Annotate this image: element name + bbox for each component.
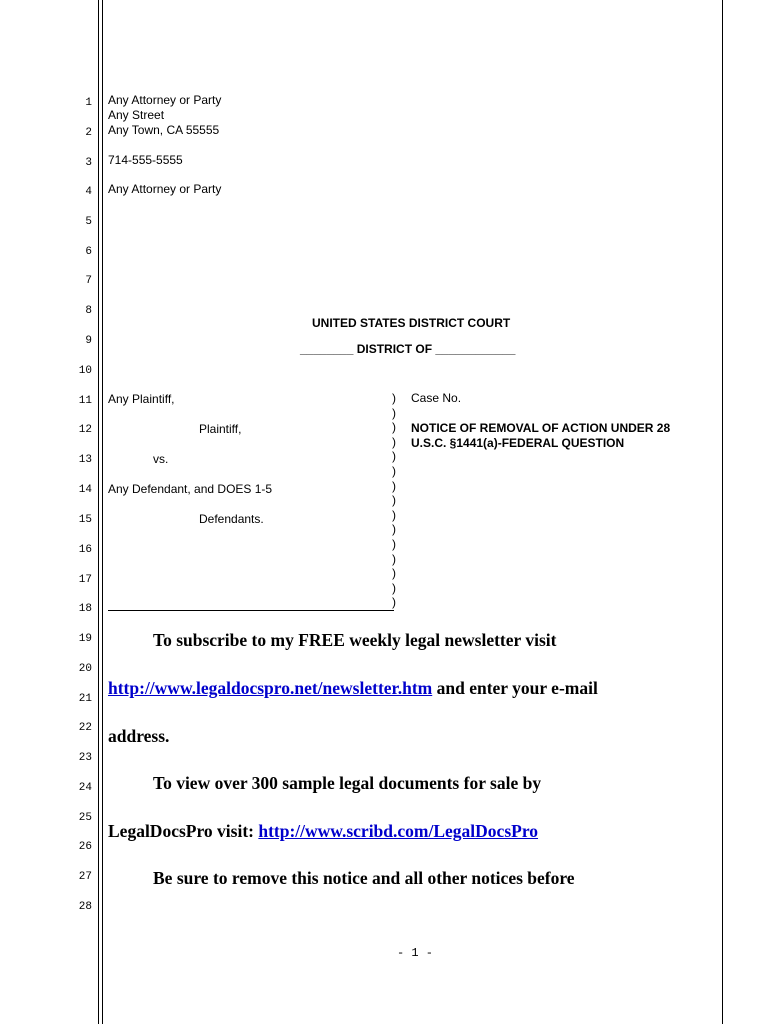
newsletter-address-text: address. [108, 726, 170, 746]
defendant-name: Any Defendant, and DOES 1-5 [108, 482, 273, 496]
left-margin-rule-inner [102, 0, 103, 1024]
line-number: 28 [78, 901, 92, 913]
page-number: - 1 - [396, 946, 433, 960]
line-number: 27 [78, 871, 92, 883]
line-number: 15 [78, 514, 92, 526]
caption-paren: ) [392, 580, 396, 595]
caption-paren: ) [392, 478, 396, 493]
line-number: 14 [78, 484, 92, 496]
caption-paren: ) [392, 507, 396, 522]
line-number: 26 [78, 841, 92, 853]
line-number: 19 [78, 633, 92, 645]
remove-notice-text: Be sure to remove this notice and all other notices before [153, 868, 575, 888]
samples-prefix: LegalDocsPro visit: [108, 821, 259, 841]
caption-paren: ) [392, 464, 396, 478]
line-number: 24 [78, 782, 92, 794]
caption-rule [108, 610, 394, 611]
newsletter-line [108, 678, 598, 698]
caption-paren: ) [392, 522, 396, 537]
plaintiff-name: Any Plaintiff, [108, 392, 175, 406]
line-number: 21 [78, 693, 92, 705]
plaintiff-role: Plaintiff, [199, 422, 242, 436]
caption-paren: ) [392, 420, 396, 435]
court-district: ________ DISTRICT OF ____________ [300, 342, 516, 356]
line-number: 18 [78, 603, 92, 615]
caption-paren: ) [392, 449, 396, 464]
samples-line [108, 821, 538, 841]
newsletter-tail: and enter your e-mail [432, 678, 598, 698]
line-number: 11 [78, 395, 92, 407]
line-number: 4 [85, 186, 92, 198]
caption-paren: ) [392, 537, 396, 551]
line-number: 6 [85, 246, 92, 258]
line-number: 22 [78, 722, 92, 734]
line-number: 12 [78, 424, 92, 436]
line-number: 2 [85, 127, 92, 139]
caption-paren: ) [392, 493, 396, 508]
newsletter-text: To subscribe to my FREE weekly legal newsletter visit [153, 630, 557, 650]
newsletter-link[interactable]: http://www.legaldocspro.net/newsletter.htm [108, 678, 433, 698]
caption-paren: ) [392, 566, 396, 581]
attorney-city: Any Town, CA 55555 [108, 123, 220, 137]
line-number: 23 [78, 752, 92, 764]
notice-title-line2: U.S.C. §1441(a)-FEDERAL QUESTION [411, 436, 625, 450]
caption-paren: ) [392, 595, 396, 610]
line-number: 8 [85, 305, 92, 317]
samples-text: To view over 300 sample legal documents for sale by [153, 773, 542, 793]
line-number: 3 [85, 157, 92, 169]
notice-title-line1: NOTICE OF REMOVAL OF ACTION UNDER 28 [411, 421, 671, 435]
line-number: 13 [78, 454, 92, 466]
line-number: 25 [78, 812, 92, 824]
attorney-name: Any Attorney or Party [108, 93, 222, 107]
attorney-phone: 714-555-5555 [108, 153, 183, 167]
caption-paren: ) [392, 391, 396, 405]
line-number: 7 [85, 275, 92, 287]
line-number: 9 [85, 335, 92, 347]
attorney-party: Any Attorney or Party [108, 182, 222, 196]
caption-paren: ) [392, 434, 396, 449]
court-title: UNITED STATES DISTRICT COURT [312, 316, 511, 330]
attorney-street: Any Street [108, 108, 165, 122]
line-number: 10 [78, 365, 92, 377]
case-number-label: Case No. [411, 391, 462, 405]
caption-paren: ) [392, 405, 396, 420]
defendant-role: Defendants. [199, 512, 264, 526]
line-number: 17 [78, 574, 92, 586]
left-margin-rule-outer [98, 0, 99, 1024]
caption-paren: ) [392, 551, 396, 566]
line-number: 5 [85, 216, 92, 228]
right-margin-rule [722, 0, 723, 1024]
versus: vs. [153, 452, 169, 466]
line-number: 16 [78, 544, 92, 556]
line-number: 1 [85, 97, 92, 109]
scribd-link[interactable]: http://www.scribd.com/LegalDocsPro [258, 821, 539, 841]
line-number: 20 [78, 663, 92, 675]
